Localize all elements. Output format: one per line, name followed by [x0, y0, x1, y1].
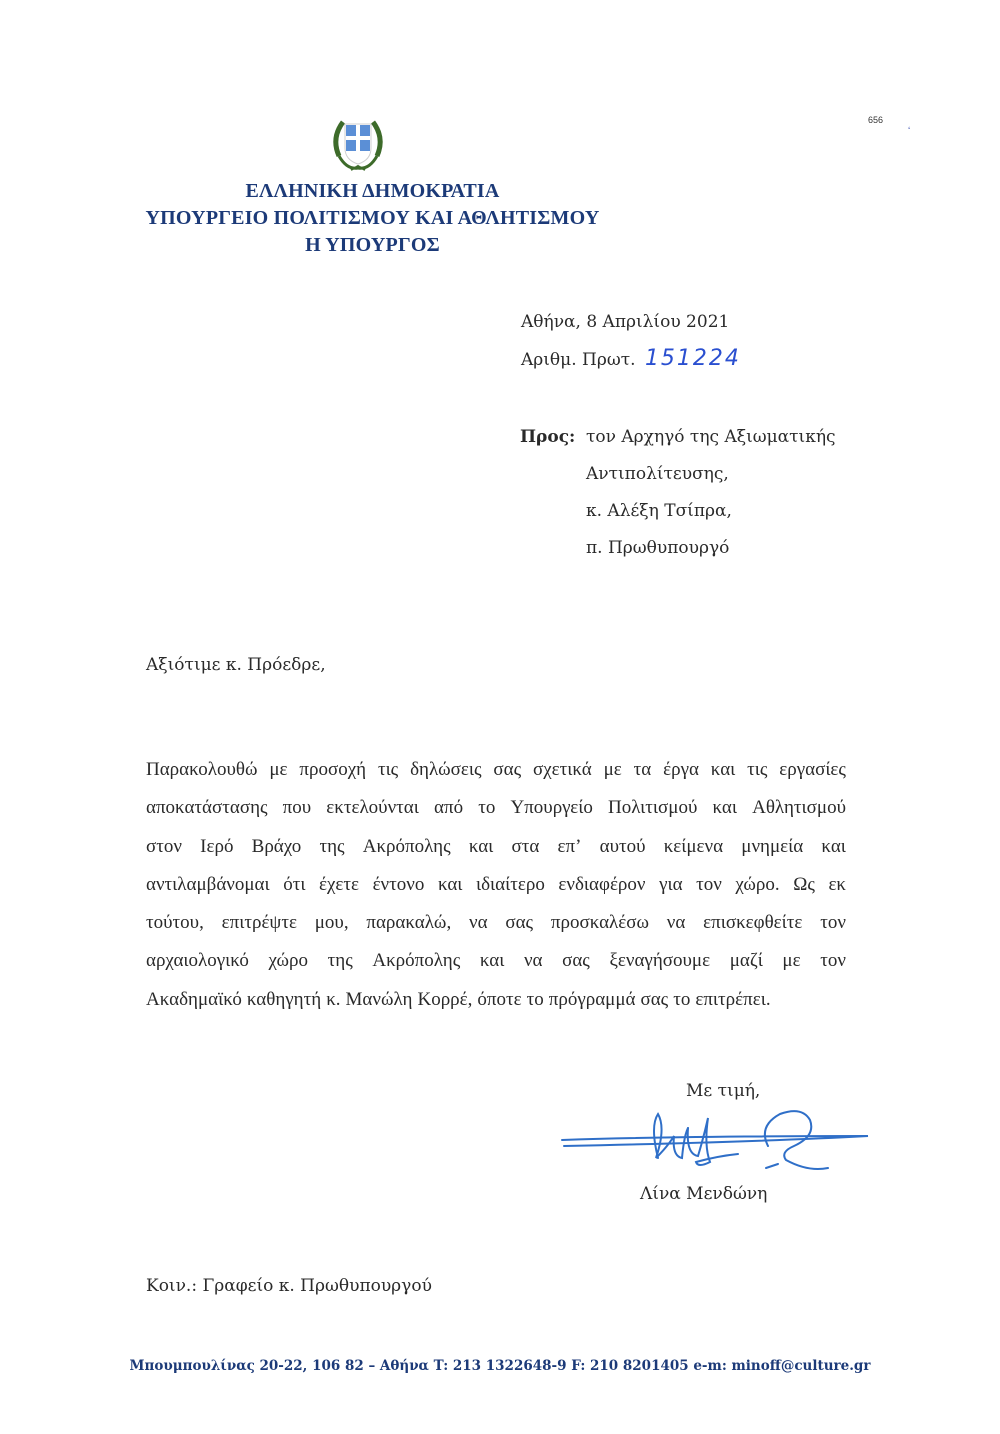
body-word: το — [478, 797, 496, 819]
body-word: τον — [820, 950, 846, 972]
body-word: επιτρέπει. — [695, 988, 771, 1010]
body-line — [146, 947, 846, 985]
body-word: ενδιαφέρον — [558, 873, 646, 895]
body-word: για — [659, 873, 683, 895]
body-word: μαζί — [729, 950, 763, 972]
body-word: που — [282, 797, 312, 819]
body-word: της — [327, 950, 353, 972]
body-word: με — [269, 759, 288, 780]
body-word: παρακαλώ, — [366, 912, 452, 934]
body-word: σας — [493, 759, 522, 780]
recipient-line: τον Αρχηγό της Αξιωματικής — [586, 427, 836, 447]
body-word: το — [526, 988, 544, 1010]
recipient-line: π. Πρωθυπουργό — [586, 538, 730, 558]
letterhead-minister: Η ΥΠΟΥΡΓΟΣ — [305, 234, 440, 256]
recipient-line: Αντιπολίτευσης, — [586, 464, 729, 484]
body-word: κείμενα — [663, 835, 724, 857]
cc-line: Κοιν.: Γραφείο κ. Πρωθυπουργού — [146, 1276, 432, 1296]
body-word: έχετε — [319, 873, 360, 895]
body-word: εκτελούνται — [326, 797, 419, 819]
body-word: προσκαλέσω — [550, 912, 649, 934]
body-word: από — [434, 797, 464, 819]
body-word: σας — [505, 912, 534, 934]
body-word: να — [523, 950, 543, 972]
body-word: επιτρέψτε — [221, 912, 297, 934]
body-line — [146, 986, 846, 1024]
body-word: Ακρόπολης — [362, 835, 451, 857]
body-word: Ακαδημαϊκό — [146, 988, 242, 1010]
body-word: και — [437, 873, 463, 895]
body-word: Κορρέ, — [417, 988, 473, 1010]
body-line — [146, 833, 846, 871]
recipient-label: Προς: — [520, 427, 576, 447]
body-word: στον — [146, 835, 182, 857]
body-word: αρχαιολογικό — [146, 950, 249, 972]
body-word: Παρακολουθώ — [146, 759, 258, 780]
body-word: επ’ — [557, 835, 582, 857]
body-word: ξεναγήσουμε — [609, 950, 711, 972]
body-word: και — [712, 797, 737, 819]
body-word: Ακρόπολης — [372, 950, 461, 972]
body-word: Πολιτισμού — [607, 797, 698, 819]
page-mark: 656 — [868, 115, 884, 125]
body-word: να — [469, 912, 488, 934]
body-word: ότι — [283, 873, 306, 895]
body-word: σχετικά — [533, 759, 592, 780]
body-line — [146, 756, 846, 794]
body-word: έργα — [663, 759, 699, 780]
body-word: Μανώλη — [345, 988, 413, 1010]
body-line — [146, 794, 846, 832]
body-word: να — [666, 912, 686, 934]
body-word: επισκεφθείτε — [703, 912, 803, 934]
body-word: με — [782, 950, 801, 972]
body-word: Αθλητισμού — [752, 797, 846, 819]
salutation: Αξιότιμε κ. Πρόεδρε, — [146, 655, 326, 675]
body-word: και — [710, 759, 736, 780]
letterhead — [130, 178, 615, 259]
body-word: σας — [640, 988, 669, 1010]
protocol-label: Αριθμ. Πρωτ. — [521, 350, 636, 370]
body-word: προσοχή — [299, 759, 367, 780]
body-word: τον — [820, 912, 846, 934]
body-word: έντονο — [372, 873, 425, 895]
body-word: ιδιαίτερο — [475, 873, 545, 895]
body-line — [146, 909, 846, 947]
letterhead-ministry: ΥΠΟΥΡΓΕΙΟ ΠΟΛΙΤΙΣΜΟΥ ΚΑΙ ΑΘΛΗΤΙΣΜΟΥ — [145, 207, 600, 229]
body-word: χώρο — [268, 950, 309, 972]
greek-coat-of-arms-icon — [329, 116, 387, 176]
body-word: Ως — [793, 873, 815, 895]
protocol-number: 151224 — [644, 346, 741, 371]
signatory-name: Λίνα Μενδώνη — [640, 1184, 768, 1204]
body-word: το — [673, 988, 691, 1010]
body-word: με — [603, 759, 622, 780]
body-word: και — [821, 835, 846, 857]
body-word: δηλώσεις — [410, 759, 482, 780]
body-word: χώρο. — [735, 873, 780, 895]
closing-text: Με τιμή, — [686, 1081, 761, 1101]
body-line — [146, 871, 846, 909]
body-word: Υπουργείο — [510, 797, 593, 819]
body-word: σας — [562, 950, 590, 972]
body-word: Βράχο — [251, 835, 302, 857]
body-word: μου, — [314, 912, 349, 934]
body-word: μνημεία — [741, 835, 804, 857]
body-word: πρόγραμμά — [548, 988, 636, 1010]
body-word: αντιλαμβάνομαι — [146, 873, 270, 895]
body-word: τις — [377, 759, 399, 780]
recipient-line: κ. Αλέξη Τσίπρα, — [586, 501, 732, 521]
letter-body — [146, 756, 846, 1024]
letterhead-republic: ΕΛΛΗΝΙΚΗ ΔΗΜΟΚΡΑΤΙΑ — [245, 180, 500, 202]
footer-contact: Μπουμπουλίνας 20-22, 106 82 – Αθήνα T: 213 1322648-9 F: 210 8201405 e-m: minoff@culture.gr — [129, 1358, 871, 1374]
body-word: κ. — [326, 988, 341, 1010]
recipient-block — [520, 423, 836, 558]
letter-date: Αθήνα, 8 Απριλίου 2021 — [521, 312, 730, 332]
body-word: αυτού — [599, 835, 646, 857]
body-word: καθηγητή — [246, 988, 322, 1010]
body-word: όποτε — [477, 988, 522, 1010]
ink-mark: ʻ — [908, 126, 911, 137]
body-word: και — [479, 950, 505, 972]
handwritten-signature-icon — [558, 1106, 878, 1181]
body-word: στα — [511, 835, 540, 857]
body-word: τα — [633, 759, 652, 780]
date-block — [521, 308, 741, 382]
body-word: αποκατάστασης — [146, 797, 268, 819]
body-word: και — [468, 835, 494, 857]
body-word: τον — [696, 873, 722, 895]
body-word: εκ — [828, 873, 846, 895]
body-word: εργασίες — [779, 759, 846, 780]
body-word: Ιερό — [200, 835, 234, 857]
body-word: της — [319, 835, 345, 857]
body-word: τις — [747, 759, 768, 780]
body-word: τούτου, — [146, 912, 204, 934]
protocol-line — [521, 345, 741, 382]
